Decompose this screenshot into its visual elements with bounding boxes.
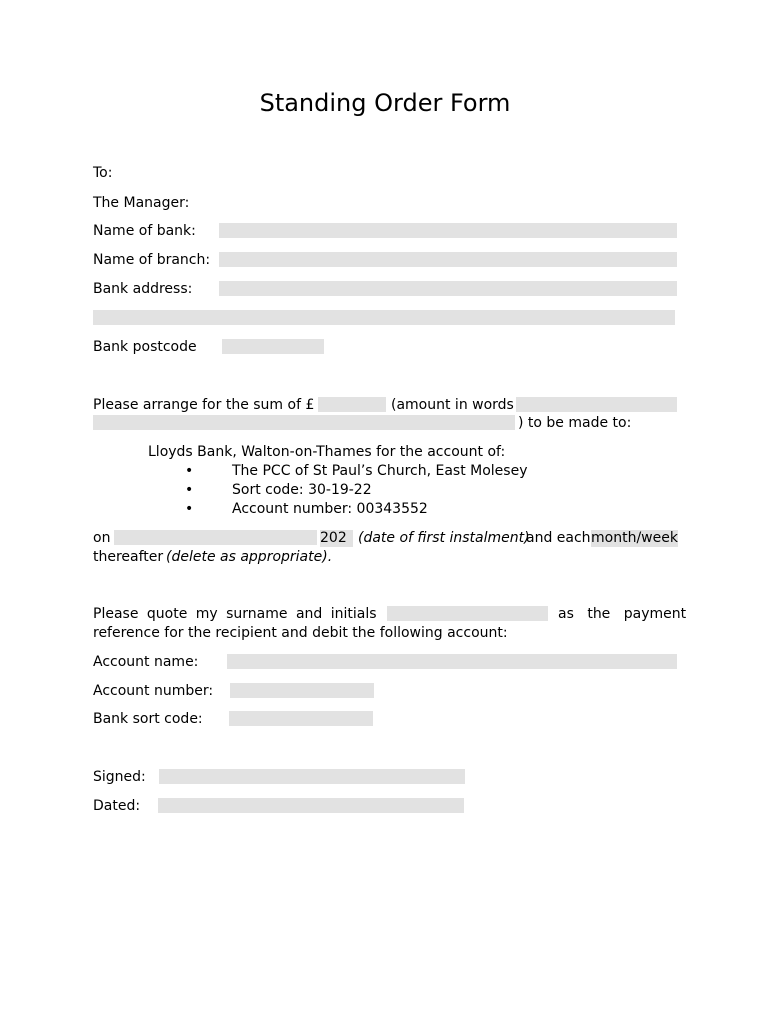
- surname-initials-field[interactable]: [387, 606, 548, 621]
- date-field[interactable]: [158, 798, 464, 813]
- branch-name-label: Name of branch:: [93, 252, 211, 268]
- account-name-field[interactable]: [227, 654, 677, 669]
- bullet-icon: •: [185, 501, 194, 517]
- branch-name-field[interactable]: [219, 252, 677, 267]
- bullet-icon: •: [185, 482, 194, 498]
- amount-words-field[interactable]: [516, 397, 677, 412]
- payee-sort-code-text: Sort code: 30-19-22: [232, 482, 372, 498]
- sum-prefix-text: Please arrange for the sum of £: [93, 397, 315, 413]
- first-instalment-italic: (date of first instalment): [358, 530, 530, 546]
- sort-code-label: Bank sort code:: [93, 711, 203, 727]
- reference-prefix-text: Please quote my surname and initials: [93, 606, 377, 622]
- sort-code-field[interactable]: [229, 711, 373, 726]
- bank-address-line2-field[interactable]: [93, 310, 675, 325]
- payee-account-number-text: Account number: 00343552: [232, 501, 428, 517]
- made-to-text: ) to be made to:: [518, 415, 632, 431]
- bank-name-label: Name of bank:: [93, 223, 196, 239]
- to-label: To:: [93, 165, 113, 181]
- bank-name-field[interactable]: [219, 223, 677, 238]
- payee-bank-text: Lloyds Bank, Walton-on-Thames for the account of:: [148, 444, 506, 460]
- delete-note-italic: (delete as appropriate).: [166, 549, 333, 565]
- bank-address-field[interactable]: [219, 281, 677, 296]
- first-instalment-note: [358, 530, 530, 547]
- thereafter-text: thereafter: [93, 549, 164, 565]
- reference-line2-text: reference for the recipient and debit the following account:: [93, 625, 508, 641]
- account-name-label: Account name:: [93, 654, 199, 670]
- each-text: and each: [526, 530, 591, 546]
- bank-postcode-label: Bank postcode: [93, 339, 197, 355]
- dated-label: Dated:: [93, 798, 141, 814]
- first-instalment-date-field[interactable]: [114, 530, 317, 545]
- on-text: on: [93, 530, 111, 546]
- amount-field[interactable]: [318, 397, 386, 412]
- signature-field[interactable]: [159, 769, 465, 784]
- amount-words-line2-field[interactable]: [93, 415, 515, 430]
- bullet-icon: •: [185, 463, 194, 479]
- year-prefix-text[interactable]: 202: [320, 530, 353, 547]
- manager-label: The Manager:: [93, 195, 190, 211]
- delete-note: [166, 549, 332, 566]
- signed-label: Signed:: [93, 769, 146, 785]
- bank-postcode-field[interactable]: [222, 339, 324, 354]
- frequency-field[interactable]: month/week: [591, 530, 678, 546]
- amount-words-text: (amount in words: [391, 397, 514, 413]
- account-number-field[interactable]: [230, 683, 374, 698]
- page-title: Standing Order Form: [259, 89, 511, 117]
- payee-name-text: The PCC of St Paul’s Church, East Molesey: [232, 463, 528, 479]
- account-number-label: Account number:: [93, 683, 214, 699]
- bank-address-label: Bank address:: [93, 281, 193, 297]
- reference-suffix-text: as the payment: [558, 606, 687, 622]
